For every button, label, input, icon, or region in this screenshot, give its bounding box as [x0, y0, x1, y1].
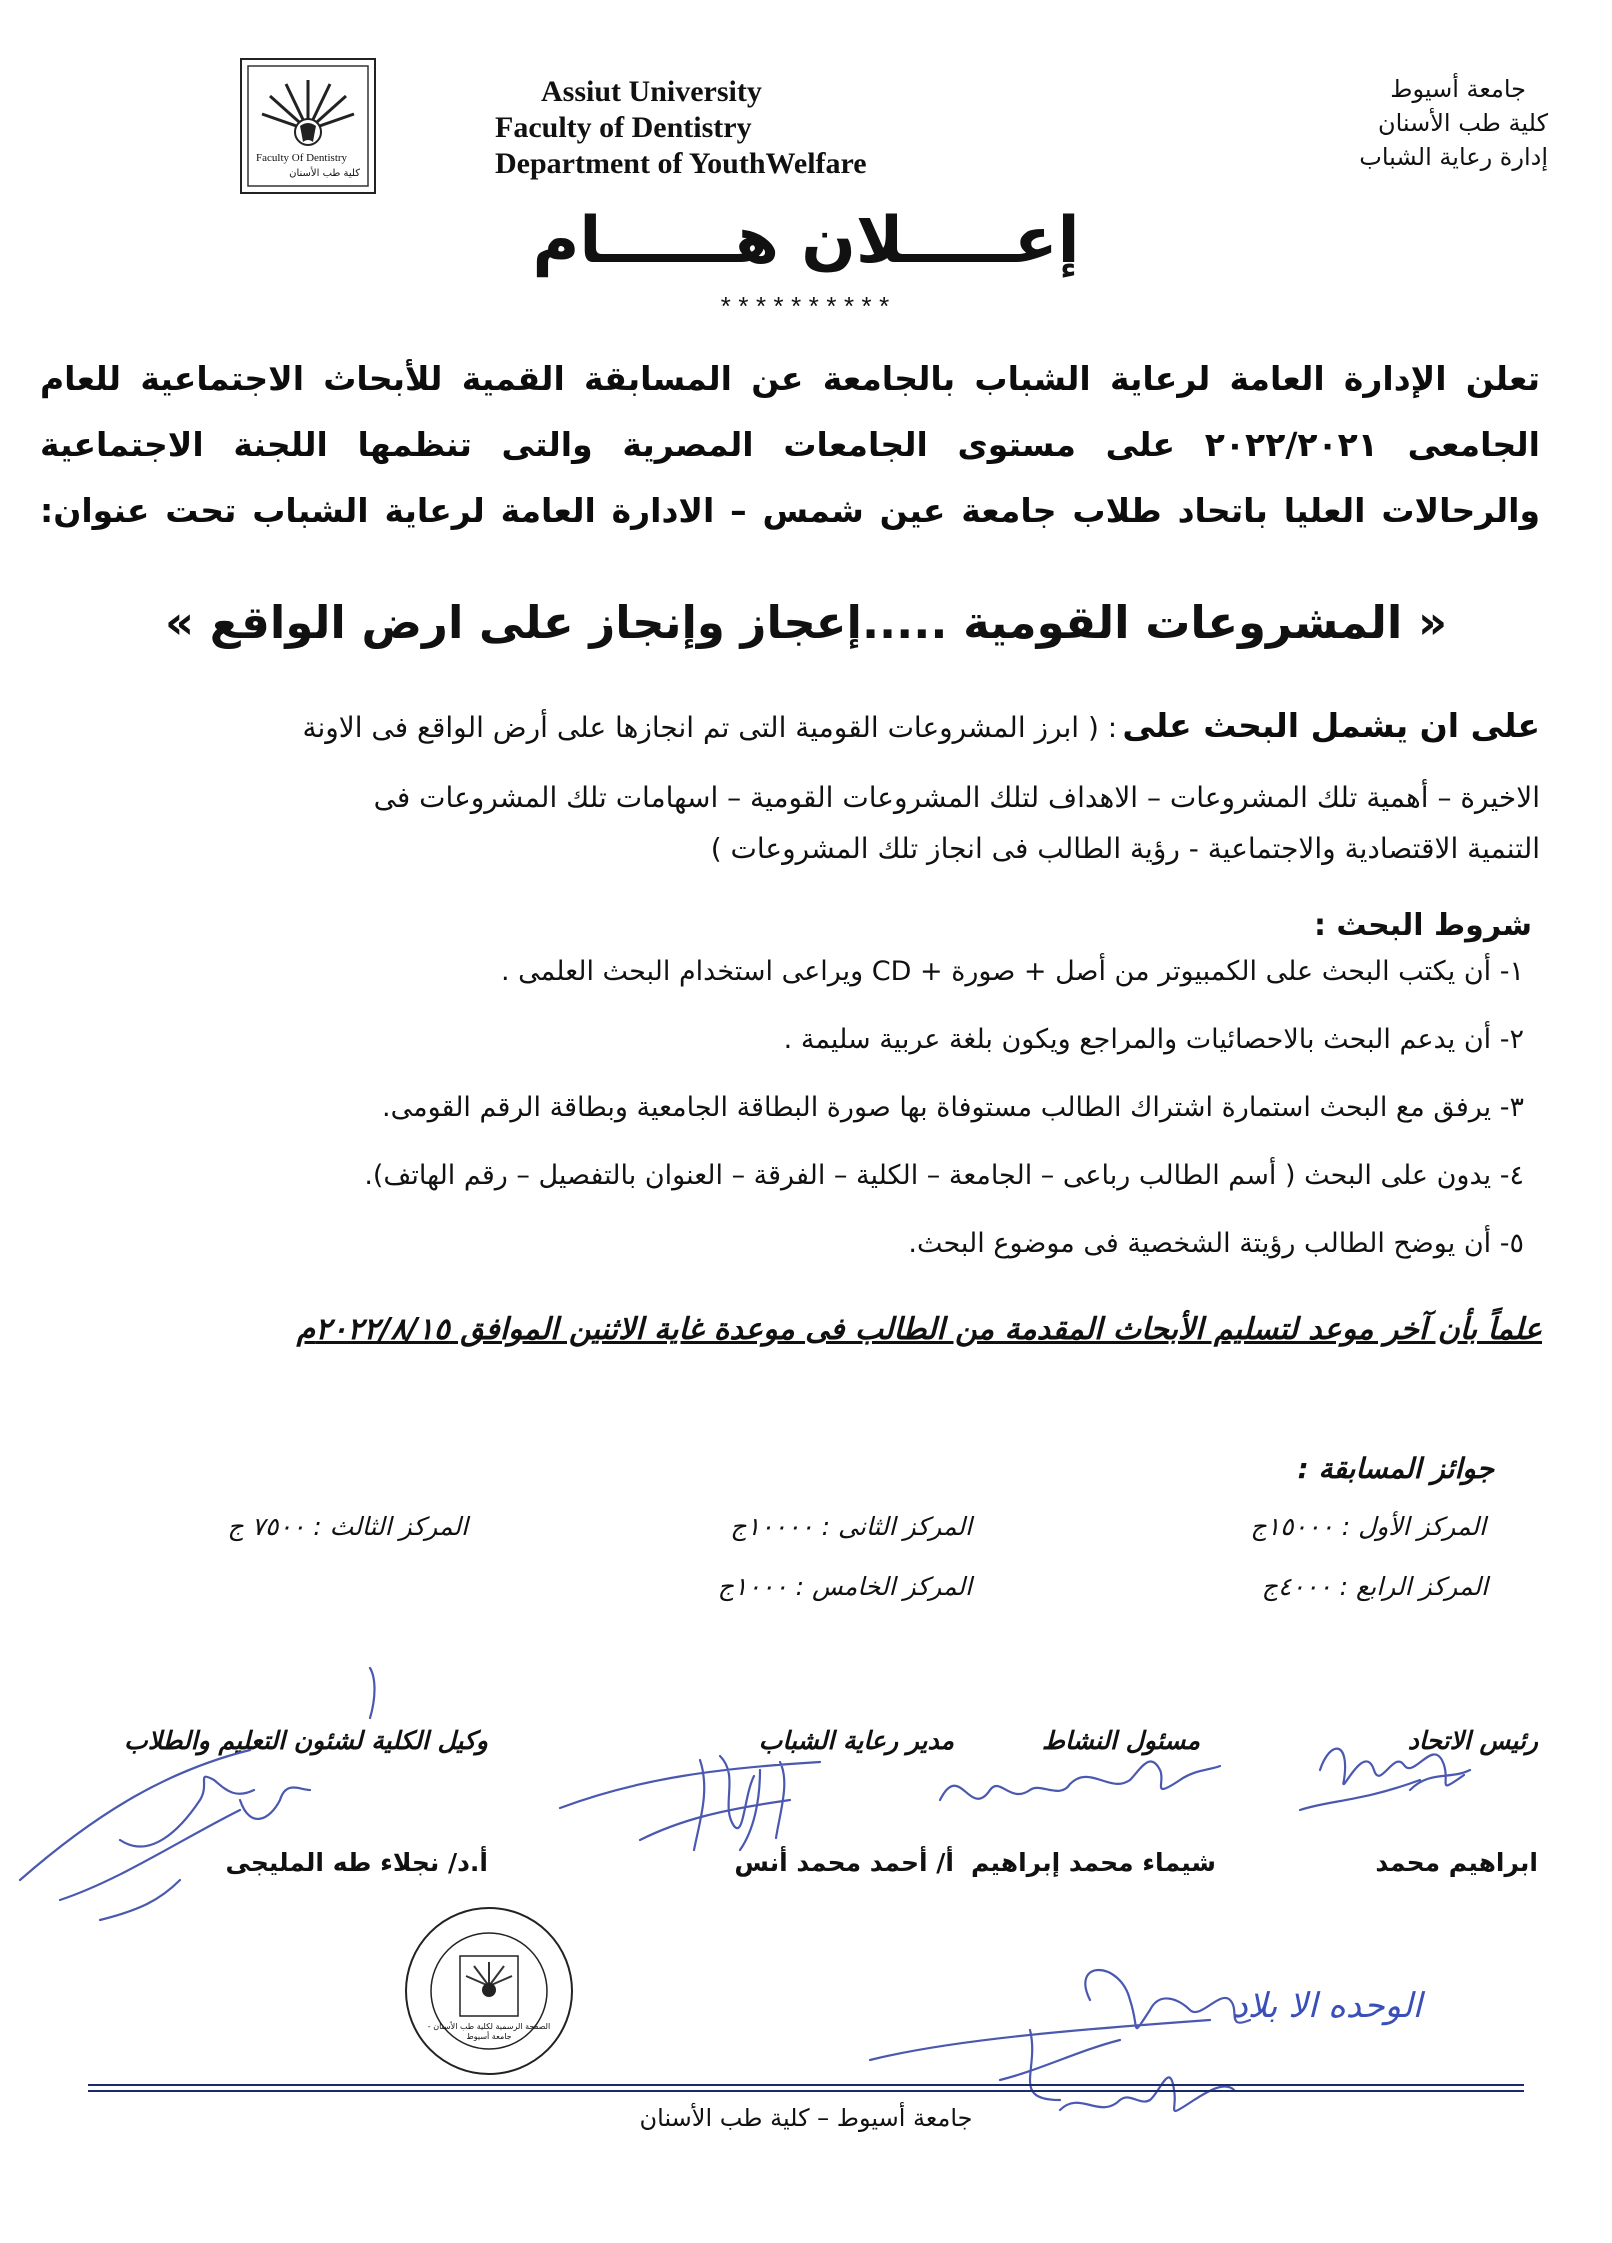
signature-name-union-president: ابراهيم محمد — [1375, 1848, 1538, 1877]
footer-text: جامعة أسيوط – كلية طب الأسنان — [639, 2104, 973, 2132]
seal-ring-text: الصفحة الرسمية لكلية طب الأسنان - جامعة أسيوط — [427, 2022, 551, 2041]
condition-item: ٤- يدون على البحث ( أسم الطالب رباعى – الجامعة – الكلية – الفرقة – العنوان بالتفصيل – رقم الهاتف). — [364, 1160, 1524, 1191]
prize-fifth: المركز الخامس : ١٠٠٠ج — [717, 1572, 972, 1601]
english-department: Department of YouthWelfare — [495, 147, 867, 180]
signature-title-vice-dean: وكيل الكلية لشئون التعليم والطلاب — [124, 1726, 488, 1755]
footer-rule-top — [88, 2084, 1524, 2086]
prize-fourth: المركز الرابع : ٤٠٠٠ج — [1261, 1572, 1488, 1601]
research-title: « المشروعات القومية .....إعجاز وإنجاز على ارض الواقع » — [164, 596, 1448, 649]
prizes-heading: جوائز المسابقة : — [1297, 1452, 1494, 1485]
seal-emblem-icon — [402, 1904, 576, 2078]
prize-second: المركز الثانى : ١٠٠٠٠ج — [730, 1512, 972, 1541]
intro-line-3: والرحالات العليا باتحاد طلاب جامعة عين شمس – الادارة العامة لرعاية الشباب تحت عنوان: — [40, 491, 1540, 530]
handwritten-annotation: الوحده الا بلاد — [1232, 1986, 1422, 2026]
condition-item: ١- أن يكتب البحث على الكمبيوتر من أصل + صورة + CD ويراعى استخدام البحث العلمى . — [501, 956, 1524, 987]
scope-label: على ان يشمل البحث على — [1122, 706, 1540, 745]
signature-title-activity-officer: مسئول النشاط — [1041, 1726, 1200, 1755]
conditions-section — [232, 904, 1532, 1264]
prize-third: المركز الثالث : ٧٥٠٠ ج — [227, 1512, 468, 1541]
signature-title-youth-director: مدير رعاية الشباب — [758, 1726, 954, 1755]
intro-paragraph — [40, 346, 1540, 544]
header-ar-block — [1228, 72, 1548, 174]
signature-name-youth-director: أ/ أحمد محمد أنس — [734, 1848, 954, 1877]
prize-first: المركز الأول : ١٥٠٠٠ج — [1250, 1512, 1486, 1541]
header-en-block — [495, 74, 975, 182]
scope-line-3: التنمية الاقتصادية والاجتماعية - رؤية الطالب فى انجاز تلك المشروعات ) — [710, 832, 1540, 865]
english-university: Assiut University — [541, 75, 762, 108]
condition-item: ٥- أن يوضح الطالب رؤيتة الشخصية فى موضوع البحث. — [908, 1228, 1524, 1259]
scope-line-1: : ( ابرز المشروعات القومية التى تم انجازها على أرض الواقع فى الاونة — [302, 711, 1118, 744]
deadline-notice: علماً بأن آخر موعد لتسليم الأبحاث المقدمة من الطالب فى موعدة غاية الاثنين الموافق ٢٠٢٢/٨/١٥م — [296, 1312, 1542, 1347]
logo-text-en: Faculty Of Dentistry — [256, 152, 348, 164]
footer-rule-bottom — [88, 2090, 1524, 2092]
arabic-university: جامعة أسيوط — [1390, 75, 1526, 103]
official-seal — [402, 1904, 576, 2078]
english-faculty: Faculty of Dentistry — [495, 111, 752, 144]
arabic-faculty: كلية طب الأسنان — [1377, 109, 1548, 137]
intro-line-2: الجامعى ٢٠٢٢/٢٠٢١ على مستوى الجامعات المصرية والتى تنظمها اللجنة الاجتماعية — [40, 425, 1540, 464]
signature-name-activity-officer: شيماء محمد إبراهيم — [970, 1848, 1216, 1877]
title-stars: ********** — [717, 294, 895, 324]
conditions-heading: شروط البحث : — [1313, 908, 1532, 943]
arabic-department: إدارة رعاية الشباب — [1359, 143, 1548, 171]
page-title: إعـــــلان هــــــام — [532, 204, 1080, 278]
scope-paragraph — [40, 696, 1540, 872]
signature-name-vice-dean: أ.د/ نجلاء طه المليجى — [225, 1848, 488, 1877]
faculty-logo — [240, 58, 376, 194]
condition-item: ٢- أن يدعم البحث بالاحصائيات والمراجع ويكون بلغة عربية سليمة . — [783, 1024, 1524, 1055]
logo-text-ar: كلية طب الأسنان — [289, 168, 360, 179]
scope-line-2: الاخيرة – أهمية تلك المشروعات – الاهداف لتلك المشروعات القومية – اسهامات تلك المشروعات فى — [373, 781, 1540, 814]
signature-title-union-president: رئيس الاتحاد — [1407, 1726, 1538, 1755]
intro-line-1: تعلن الإدارة العامة لرعاية الشباب بالجامعة عن المسابقة القمية للأبحاث الاجتماعية للعام — [40, 359, 1540, 398]
condition-item: ٣- يرفق مع البحث استمارة اشتراك الطالب مستوفاة بها صورة البطاقة الجامعية وبطاقة الرقم القومى. — [382, 1092, 1524, 1123]
